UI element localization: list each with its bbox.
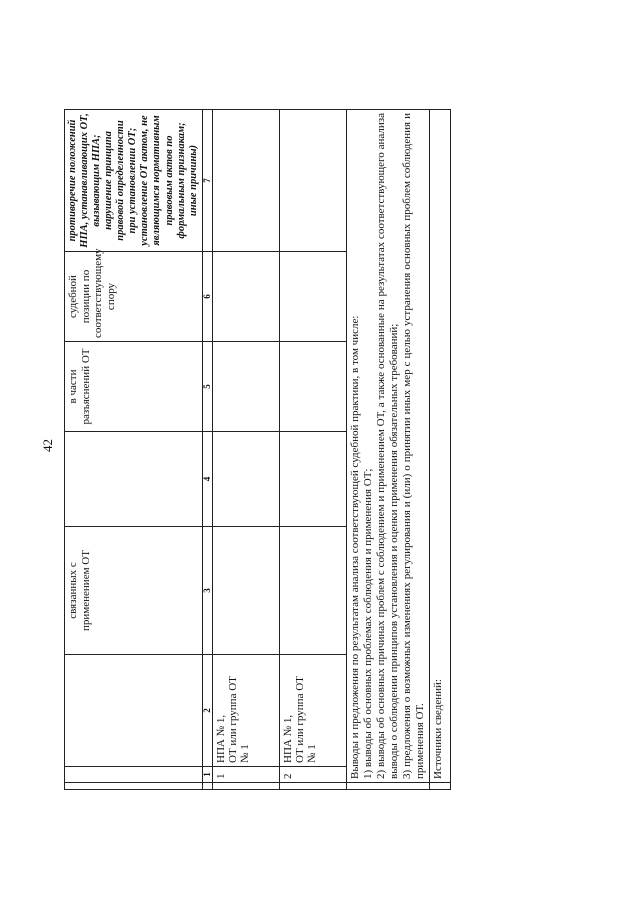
row-npa-cell xyxy=(279,655,346,767)
header-cell-2 xyxy=(65,655,203,767)
header-cell-3: связанных с применением ОТ xyxy=(65,527,203,655)
conclusions-item-1: 1) выводы об основных проблемах соблюдения и применения ОТ; xyxy=(361,468,374,779)
sources-margin-cell xyxy=(429,783,450,790)
row-cell-5 xyxy=(212,342,279,432)
requirement-group-number: № 1 xyxy=(305,744,318,763)
column-number-1: 1 xyxy=(202,767,212,783)
column-number-7: 7 xyxy=(202,110,212,252)
requirement-group-number: № 1 xyxy=(238,744,251,763)
sources-cell: Источники сведений: xyxy=(429,110,450,783)
row-margin-cell xyxy=(212,783,279,790)
row-cell-6 xyxy=(279,252,346,342)
conclusions-row xyxy=(346,110,429,790)
header-cell-7: противоречие положений НПА, устанавливающих ОТ, вызывающим НПА; нарушение принципа правовой определенности при установлении ОТ; установление ОТ актом, не являющимся нормативным правовым актов по формальным признакам; иные причины) xyxy=(65,110,203,252)
row-number: 2 xyxy=(279,767,346,783)
conclusions-margin-cell xyxy=(346,783,429,790)
row-cell-6 xyxy=(212,252,279,342)
column-numbers-row xyxy=(202,110,212,790)
conclusions-item-3: 3) предложения о возможных изменениях регулирования и (или) о принятии иных мер с целью устранения основных проблем соблюдения и применения ОТ. xyxy=(400,113,426,779)
header-cell-1 xyxy=(65,767,203,783)
requirement-group-label: ОТ или группа ОТ xyxy=(226,676,239,763)
column-number-5: 5 xyxy=(202,342,212,432)
header-cell-5: в части разъяснений ОТ xyxy=(65,342,203,432)
row-cell-4 xyxy=(212,432,279,527)
npa-label: НПА № 1, xyxy=(214,714,227,763)
page-number: 42 xyxy=(40,439,55,452)
requirement-group-label: ОТ или группа ОТ xyxy=(293,676,306,763)
judicial-practice-table xyxy=(64,109,451,790)
row-number: 1 xyxy=(212,767,279,783)
column-number-margin xyxy=(202,783,212,790)
header-cell-margin xyxy=(65,783,203,790)
row-cell-3 xyxy=(279,527,346,655)
npa-label: НПА № 1, xyxy=(281,714,294,763)
column-number-6: 6 xyxy=(202,252,212,342)
conclusions-intro: Выводы и предложения по результатам анализа соответствующей судебной практики, в том числе: xyxy=(348,315,361,779)
row-cell-4 xyxy=(279,432,346,527)
header-cell-6: судебной позиции по соответствующему спору xyxy=(65,252,203,342)
rotated-page-content xyxy=(64,110,454,790)
column-number-2: 2 xyxy=(202,655,212,767)
table-row xyxy=(212,110,279,790)
row-npa-cell xyxy=(212,655,279,767)
sources-row xyxy=(429,110,450,790)
row-cell-7 xyxy=(279,110,346,252)
column-number-3: 3 xyxy=(202,527,212,655)
conclusions-item-2: 2) выводы об основных причинах проблем с соблюдением и применением ОТ, а также основанные на результатах соответствующего анализа выводы о соблюдении принципов установления и оценки применения обязательных требований; xyxy=(374,113,400,779)
row-margin-cell xyxy=(279,783,346,790)
table-header-row xyxy=(65,110,203,790)
row-cell-7 xyxy=(212,110,279,252)
table-row xyxy=(279,110,346,790)
row-cell-5 xyxy=(279,342,346,432)
header-cell-4 xyxy=(65,432,203,527)
conclusions-cell xyxy=(346,110,429,783)
row-cell-3 xyxy=(212,527,279,655)
column-number-4: 4 xyxy=(202,432,212,527)
